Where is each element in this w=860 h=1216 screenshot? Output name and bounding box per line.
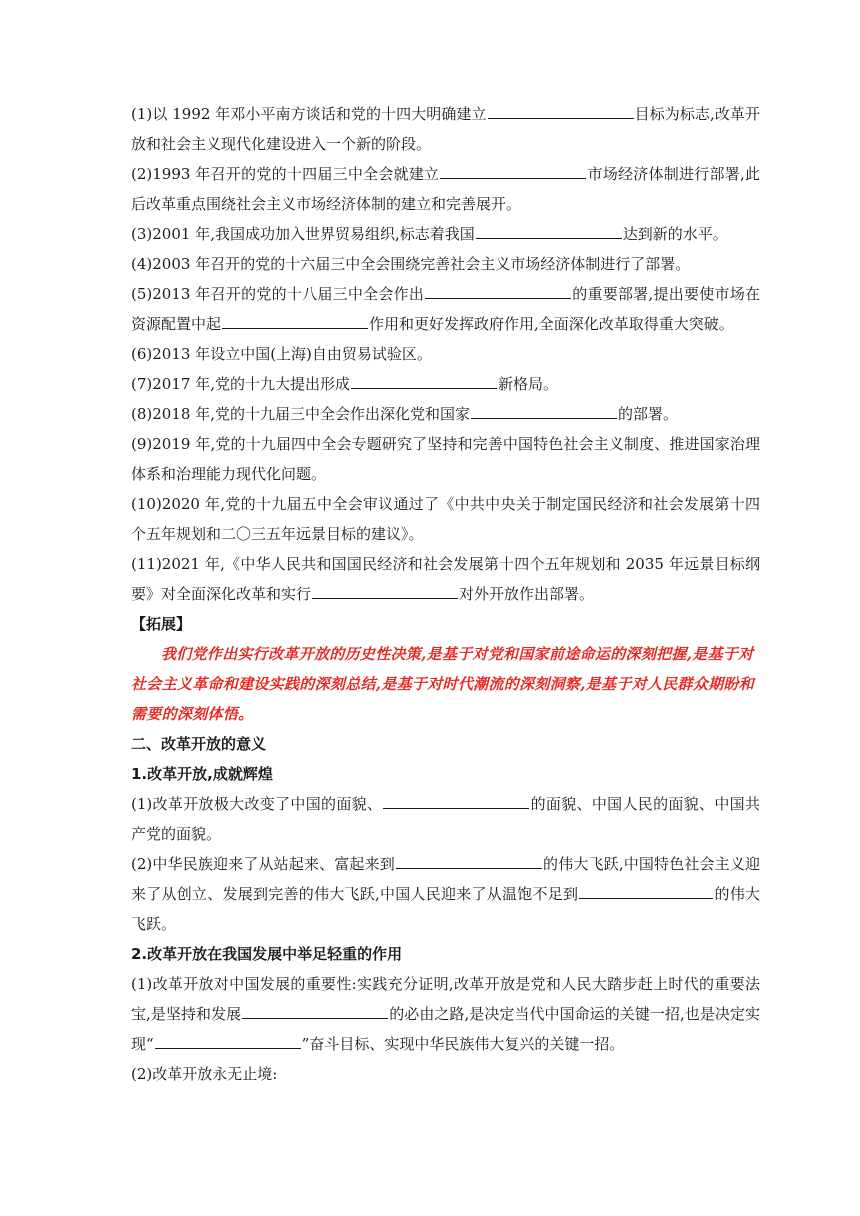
item-11-text: (11)2021 年,《中华人民共和国国民经济和社会发展第十四个五年规划和 2035 年远景目标纲要》对全面深化改革和实行	[131, 555, 760, 603]
fill-blank[interactable]	[396, 852, 542, 869]
item-7-text: (7)2017 年,党的十九大提出形成	[131, 375, 350, 393]
fill-blank[interactable]	[471, 402, 617, 419]
s1-item-2-text-mid: 的伟大飞跃,中国特色社会主义迎来了从创立、发展到完善的伟大飞跃,中国人民迎来了从温饱不足到	[131, 855, 760, 903]
item-5	[131, 279, 760, 339]
fill-blank[interactable]	[425, 282, 571, 299]
s2-item-1-text: (1)改革开放对中国发展的重要性:实践充分证明,改革开放是党和人民大踏步赶上时代的重要法宝,是坚持和发展	[131, 975, 760, 1023]
s2-item-1-text-mid: 的必由之路,是决定当代中国命运的关键一招,也是决定实现“	[131, 1005, 760, 1053]
item-2-text-end: 市场经济体制进行部署,此后改革重点围绕社会主义市场经济体制的建立和完善展开。	[131, 165, 760, 213]
section-2-heading: 二、改革开放的意义	[131, 735, 267, 753]
fill-blank[interactable]	[579, 882, 713, 899]
fill-blank[interactable]	[155, 1032, 301, 1049]
fill-blank[interactable]	[242, 1002, 388, 1019]
item-5-text: (5)2013 年召开的党的十八届三中全会作出	[131, 285, 425, 303]
s1-item-2-text-end: 的伟大飞跃。	[131, 885, 760, 933]
s2-item-1-text-end: ”奋斗目标、实现中华民族伟大复兴的关键一招。	[301, 1035, 625, 1053]
extension-text: 我们党作出实行改革开放的历史性决策,是基于对党和国家前途命运的深刻把握,是基于对社会主义革命和建设实践的深刻总结,是基于对时代潮流的深刻洞察,是基于对人民群众期盼和需要的深刻体悟。	[131, 645, 755, 723]
item-7	[131, 369, 760, 399]
item-1	[131, 99, 760, 159]
item-2-text: (2)1993 年召开的党的十四届三中全会就建立	[131, 165, 440, 183]
item-8	[131, 399, 760, 429]
item-9: (9)2019 年,党的十九届四中全会专题研究了坚持和完善中国特色社会主义制度、推进国家治理体系和治理能力现代化问题。	[131, 435, 760, 483]
fill-blank[interactable]	[476, 222, 622, 239]
s1-item-1-text: (1)改革开放极大改变了中国的面貌、	[131, 795, 383, 813]
fill-blank[interactable]	[488, 102, 634, 119]
item-11	[131, 549, 760, 609]
s1-item-1	[131, 789, 760, 849]
item-4: (4)2003 年召开的党的十六届三中全会围绕完善社会主义市场经济体制进行了部署。	[131, 255, 691, 273]
subsection-1-heading: 1.改革开放,成就辉煌	[131, 765, 273, 783]
item-3-text: (3)2001 年,我国成功加入世界贸易组织,标志着我国	[131, 225, 475, 243]
item-7-text-end: 新格局。	[497, 375, 558, 393]
item-5-text-mid: 的重要部署,提出要使市场在资源配置中起	[131, 285, 760, 333]
s2-item-2: (2)改革开放永无止境:	[131, 1065, 278, 1083]
fill-blank[interactable]	[312, 582, 458, 599]
item-5-text-end: 作用和更好发挥政府作用,全面深化改革取得重大突破。	[369, 315, 734, 333]
item-6: (6)2013 年设立中国(上海)自由贸易试验区。	[131, 345, 432, 363]
fill-blank[interactable]	[383, 792, 529, 809]
item-8-text-end: 的部署。	[617, 405, 678, 423]
item-3-text-end: 达到新的水平。	[622, 225, 728, 243]
item-8-text: (8)2018 年,党的十九届三中全会作出深化党和国家	[131, 405, 470, 423]
item-11-text-end: 对外开放作出部署。	[459, 585, 595, 603]
subsection-2-heading: 2.改革开放在我国发展中举足轻重的作用	[131, 945, 403, 963]
s1-item-1-text-end: 的面貌、中国人民的面貌、中国共产党的面貌。	[131, 795, 760, 843]
item-2	[131, 159, 760, 219]
s1-item-2-text: (2)中华民族迎来了从站起来、富起来到	[131, 855, 395, 873]
item-10: (10)2020 年,党的十九届五中全会审议通过了《中共中央关于制定国民经济和社会发展第十四个五年规划和二〇三五年远景目标的建议》。	[131, 495, 760, 543]
fill-blank[interactable]	[351, 372, 497, 389]
item-1-text: (1)以 1992 年邓小平南方谈话和党的十四大明确建立	[131, 105, 487, 123]
fill-blank[interactable]	[222, 312, 368, 329]
extension-heading: 【拓展】	[131, 615, 192, 633]
item-1-text-end: 目标为标志,改革开放和社会主义现代化建设进入一个新的阶段。	[131, 105, 760, 153]
s2-item-1	[131, 969, 760, 1059]
s1-item-2	[131, 849, 760, 939]
item-3	[131, 219, 760, 249]
fill-blank[interactable]	[440, 162, 586, 179]
